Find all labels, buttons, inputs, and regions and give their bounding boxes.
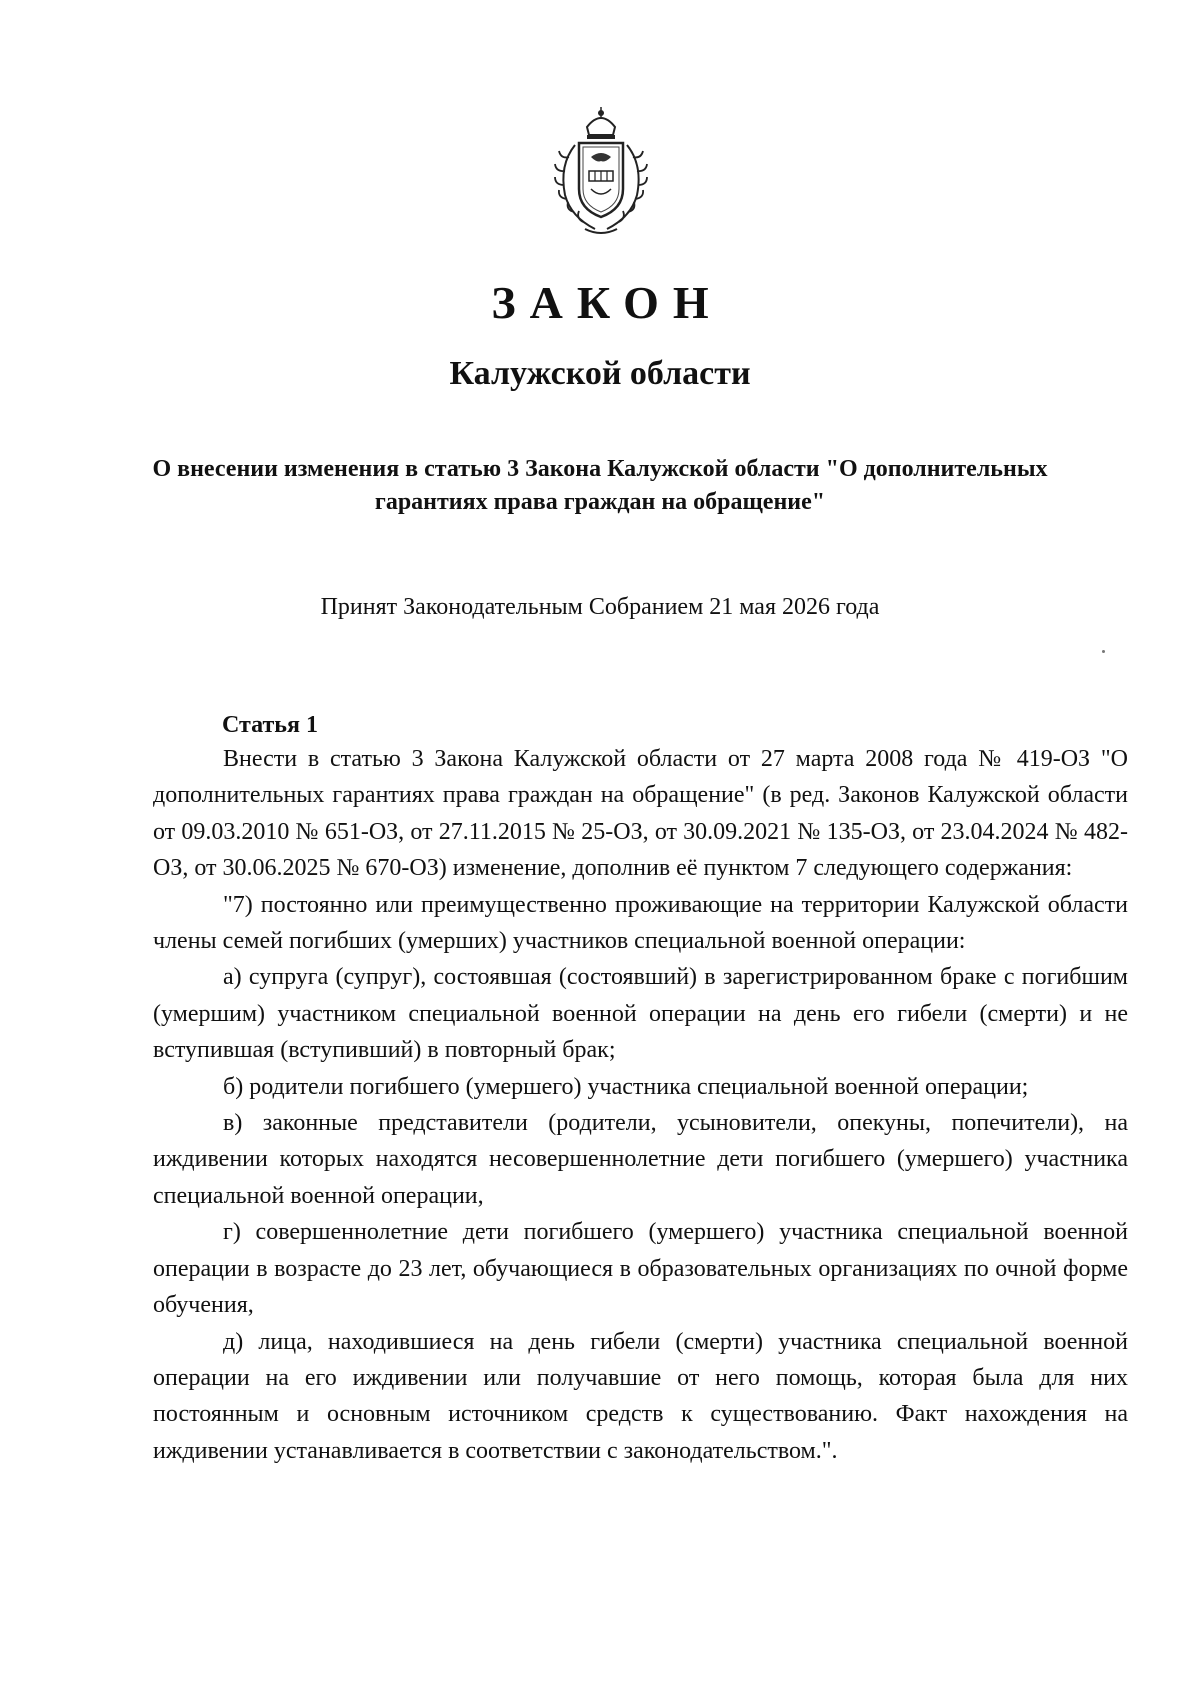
article-paragraph: "7) постоянно или преимущественно проживающие на территории Калужской области члены семей погибших (умерших) участников специальной военной операции:: [153, 891, 1128, 955]
law-name: О внесении изменения в статью 3 Закона Калужской области "О дополнительных гарантиях права граждан на обращение": [152, 456, 1048, 515]
scan-speck: [1102, 650, 1105, 653]
document-title: ЗАКОН: [491, 277, 723, 328]
article-paragraph: Внести в статью 3 Закона Калужской области от 27 марта 2008 года № 419-ОЗ "О дополнительных гарантиях права граждан на обращение" (в ред. Законов Калужской области от 09.03.2010 № 651-ОЗ, от 27.11.2015 № 25-ОЗ, от 30.09.2021 № 135-ОЗ, от 23.04.2024 № 482-ОЗ, от 30.06.2025 № 670-ОЗ) изменение, дополнив её пунктом 7 следующего содержания:: [153, 746, 1128, 882]
article-paragraph: в) законные представители (родители, усыновители, опекуны, попечители), на иждивении которых находятся несовершеннолетние дети погибшего (умершего) участника специальной военной операции,: [153, 1110, 1128, 1209]
article-body: [153, 741, 1128, 1469]
article-paragraph: д) лица, находившиеся на день гибели (смерти) участника специальной военной операции на его иждивении или получавшие от него помощь, которая была для них постоянным и основным источником средств к существованию. Факт нахождения на иждивении устанавливается в соответствии с законодательством.".: [153, 1328, 1128, 1464]
article-paragraph: а) супруга (супруг), состоявшая (состоявший) в зарегистрированном браке с погибшим (умершим) участником специальной военной операции на день его гибели (смерти) и не вступившая (вступивший) в повторный брак;: [153, 964, 1128, 1064]
article-paragraph: б) родители погибшего (умершего) участника специальной военной операции;: [223, 1073, 1029, 1100]
article-heading: Статья 1: [222, 712, 318, 738]
coat-of-arms-icon: [545, 105, 657, 237]
adoption-line: Принят Законодательным Собранием 21 мая 2026 года: [320, 594, 880, 620]
article-paragraph: г) совершеннолетние дети погибшего (умершего) участника специальной военной операции в возрасте до 23 лет, обучающиеся в образовательных организациях по очной форме обучения,: [153, 1219, 1128, 1319]
document-subtitle: Калужской области: [449, 355, 751, 392]
